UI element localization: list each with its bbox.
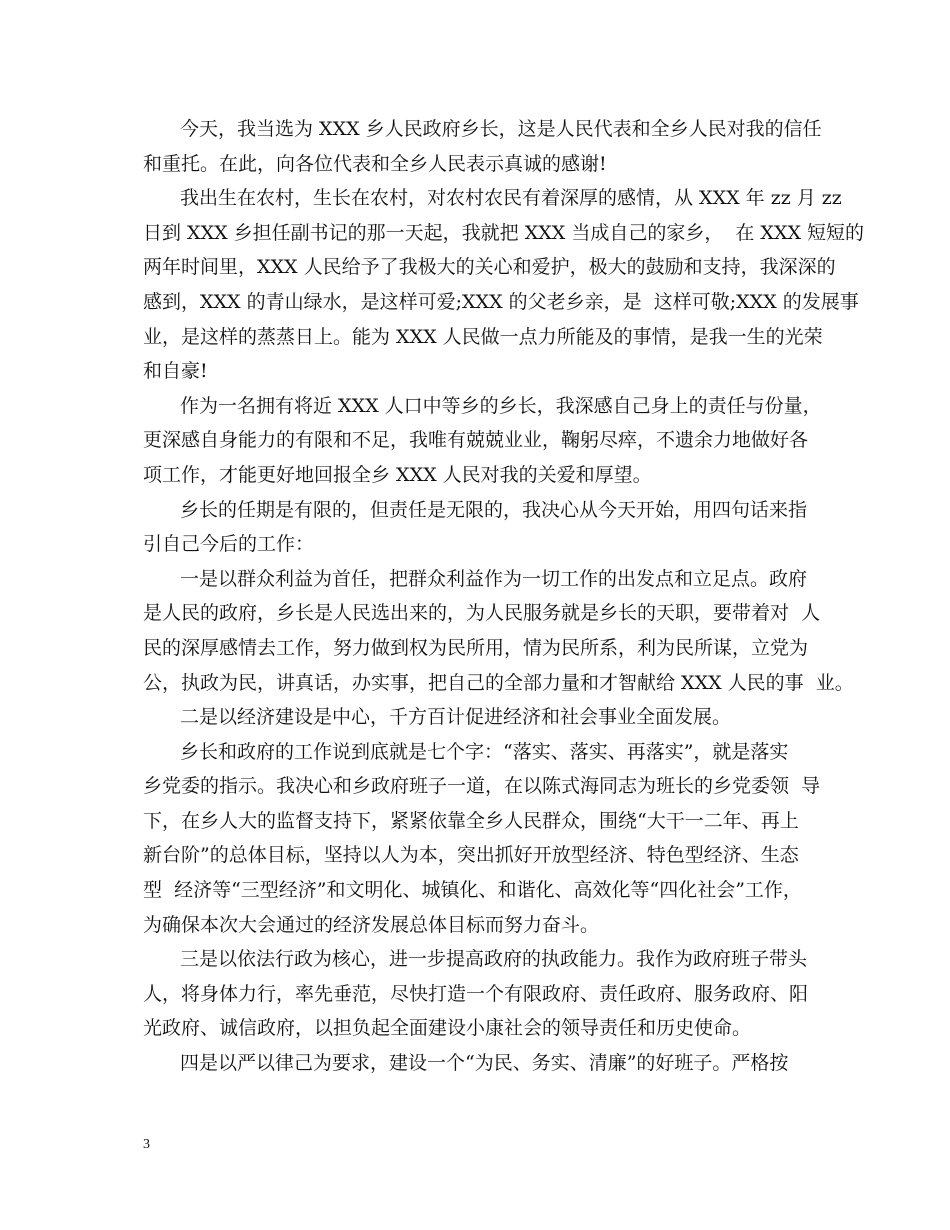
text-line: 乡长和政府的工作说到底就是七个字：“落实、落实、再落实”，就是落实 <box>180 740 789 763</box>
text-line: 业，是这样的蒸蒸日上。能为 XXX 人民做一点力所能及的事情，是我一生的光荣 <box>143 325 823 348</box>
text-line: 是人民的政府，乡长是人民选出来的，为人民服务就是乡长的天职，要带着对 人 <box>143 602 821 625</box>
text-line: 感到，XXX 的青山绿水，是这样可爱;XXX 的父老乡亲，是 这样可敬;XXX 的发展事 <box>143 290 859 313</box>
text-line: 四是以严以律己为要求，建设一个“为民、务实、清廉”的好班子。严格按 <box>180 1052 789 1075</box>
text-line: 引自己今后的工作： <box>143 533 315 556</box>
text-line: 下，在乡人大的监督支持下，紧紧依靠全乡人民群众，围绕“大干一二年、再上 <box>143 809 799 832</box>
text-line: 人，将身体力行，率先垂范，尽快打造一个有限政府、责任政府、服务政府、阳 <box>143 982 809 1005</box>
text-line: 两年时间里，XXX 人民给予了我极大的关心和爱护，极大的鼓励和支持，我深深的 <box>143 256 836 279</box>
text-line: 作为一名拥有将近 XXX 人口中等乡的乡长，我深感自己身上的责任与份量， <box>180 394 822 417</box>
text-line: 项工作，才能更好地回报全乡 XXX 人民对我的关爱和厚望。 <box>143 463 652 486</box>
text-line: 我出生在农村，生长在农村，对农村农民有着深厚的感情，从 XXX 年 zz 月 zz <box>180 187 842 210</box>
body-text <box>143 112 865 1081</box>
text-line: 和重托。在此，向各位代表和全乡人民表示真诚的感谢! <box>143 152 607 175</box>
text-line: 三是以依法行政为核心，进一步提高政府的执政能力。我作为政府班子带头 <box>180 948 808 971</box>
text-line: 二是以经济建设是中心，千方百计促进经济和社会事业全面发展。 <box>180 706 732 729</box>
text-line: 为确保本次大会通过的经济发展总体目标而努力奋斗。 <box>143 913 600 936</box>
text-line: 公，执政为民，讲真话，办实事，把自己的全部力量和才智献给 XXX 人民的事 业。 <box>143 671 854 694</box>
text-line: 光政府、诚信政府，以担负起全面建设小康社会的领导责任和历史使命。 <box>143 1017 752 1040</box>
text-line: 新台阶”的总体目标，坚持以人为本，突出抓好开放型经济、特色型经济、生态 <box>143 844 799 867</box>
page-number: 3 <box>143 1137 150 1152</box>
text-line: 更深感自身能力的有限和不足，我唯有兢兢业业，鞠躬尽瘁，不遗余力地做好各 <box>143 429 809 452</box>
text-line: 民的深厚感情去工作，努力做到权为民所用，情为民所系，利为民所谋，立党为 <box>143 636 809 659</box>
text-line: 型 经济等“三型经济”和文明化、城镇化、和谐化、高效化等“四化社会”工作， <box>143 879 802 902</box>
text-line: 乡长的任期是有限的，但责任是无限的，我决心从今天开始，用四句话来指 <box>180 498 808 521</box>
text-line: 今天，我当选为 XXX 乡人民政府乡长，这是人民代表和全乡人民对我的信任 <box>180 118 822 140</box>
text-line: 和自豪! <box>143 360 208 383</box>
text-line: 乡党委的指示。我决心和乡政府班子一道，在以陈式海同志为班长的乡党委领 导 <box>143 775 821 798</box>
text-line: 一是以群众利益为首任，把群众利益作为一切工作的出发点和立足点。政府 <box>180 567 808 590</box>
text-line: 日到 XXX 乡担任副书记的那一天起，我就把 XXX 当成自己的家乡， 在 XXX 短短的 <box>143 221 865 244</box>
